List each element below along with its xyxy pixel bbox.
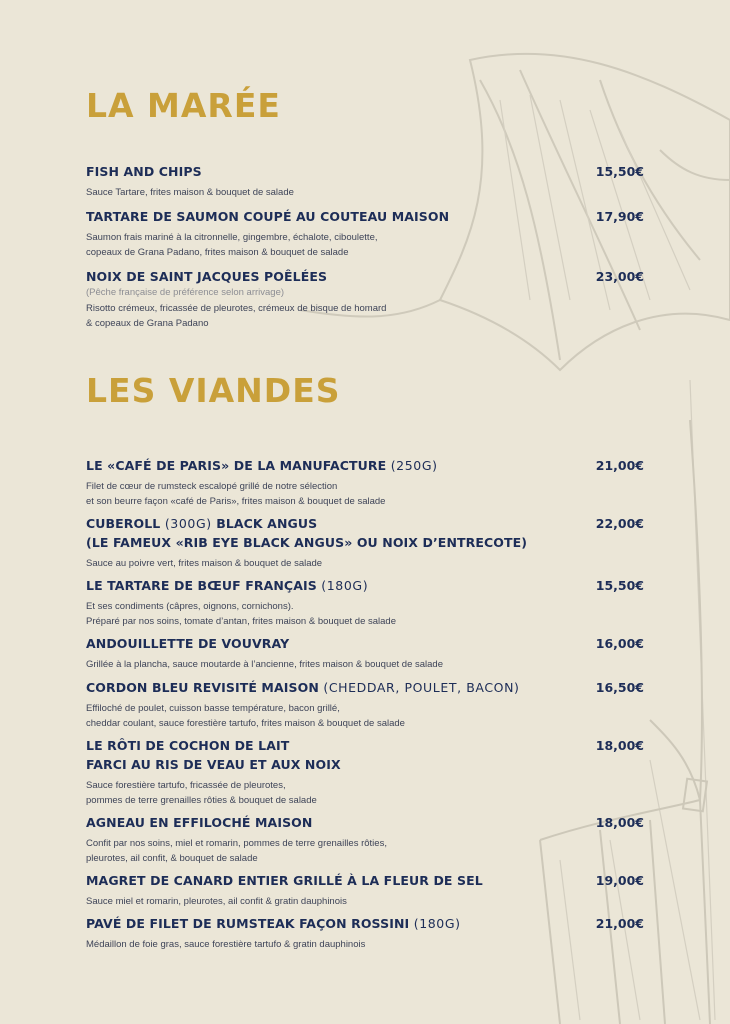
- item-price: 22,00€: [595, 516, 644, 531]
- item-description: Sauce miel et romarin, pleurotes, ail confit & gratin dauphinois: [86, 896, 347, 907]
- item-name: ANDOUILLETTE DE VOUVRAY: [86, 636, 290, 651]
- item-name: CORDON BLEU REVISITÉ MAISON (CHEDDAR, POULET, BACON): [86, 680, 520, 695]
- item-name: LE TARTARE DE BŒUF FRANÇAIS (180G): [86, 578, 369, 593]
- menu-item-fish-and-chips: [86, 162, 646, 200]
- item-description: Saumon frais mariné à la citronnelle, gingembre, échalote, ciboulette, copeaux de Grana Padano, frites maison & bouquet de salade: [86, 232, 378, 258]
- item-description: Effiloché de poulet, cuisson basse température, bacon grillé, cheddar coulant, sauce forestière tartufo, frites maison & bouquet de salade: [86, 703, 405, 729]
- item-name: CUBEROLL (300G) BLACK ANGUS: [86, 516, 318, 531]
- item-name-line2: (LE FAMEUX «RIB EYE BLACK ANGUS» OU NOIX D’ENTRECOTE): [86, 535, 528, 550]
- item-description: Risotto crémeux, fricassée de pleurotes, crémeux de bisque de homard & copeaux de Grana Padano: [86, 303, 387, 329]
- menu-item-rossini: [86, 914, 646, 952]
- section-title-maree: LA MARÉE: [86, 86, 281, 125]
- item-name-line2: FARCI AU RIS DE VEAU ET AUX NOIX: [86, 757, 341, 772]
- menu-item-magret: [86, 871, 646, 909]
- item-description: Confit par nos soins, miel et romarin, pommes de terre grenailles rôties, pleurotes, ail confit, & bouquet de salade: [86, 838, 387, 864]
- item-price: 16,00€: [595, 636, 644, 651]
- item-price: 21,00€: [595, 916, 644, 931]
- menu-item-cuberoll: [86, 514, 646, 571]
- item-name: AGNEAU EN EFFILOCHÉ MAISON: [86, 815, 313, 830]
- item-price: 16,50€: [595, 680, 644, 695]
- item-description: Filet de cœur de rumsteck escalopé grillé de notre sélection et son beurre façon «café de Paris», frites maison & bouquet de salade: [86, 481, 386, 507]
- item-name: PAVÉ DE FILET DE RUMSTEAK FAÇON ROSSINI (180G): [86, 916, 461, 931]
- item-price: 18,00€: [595, 815, 644, 830]
- item-price: 15,50€: [595, 578, 644, 593]
- menu-item-cafe-de-paris: [86, 456, 646, 509]
- item-name: MAGRET DE CANARD ENTIER GRILLÉ À LA FLEUR DE SEL: [86, 873, 483, 888]
- item-price: 21,00€: [595, 458, 644, 473]
- item-weight: (250G): [390, 458, 438, 473]
- menu-item-saint-jacques: [86, 267, 646, 331]
- item-weight: (180G): [321, 578, 369, 593]
- menu-item-roti-cochon: [86, 736, 646, 808]
- item-description: Et ses condiments (câpres, oignons, cornichons). Préparé par nos soins, tomate d’antan, frites maison & bouquet de salade: [86, 601, 396, 627]
- item-name: LE RÔTI DE COCHON DE LAIT: [86, 738, 290, 753]
- item-details: (CHEDDAR, POULET, BACON): [323, 680, 520, 695]
- item-note: (Pêche française de préférence selon arrivage): [86, 287, 285, 298]
- section-title-viandes: LES VIANDES: [86, 371, 341, 410]
- item-name: LE «CAFÉ DE PARIS» DE LA MANUFACTURE (250G): [86, 458, 438, 473]
- item-weight: (180G): [413, 916, 461, 931]
- item-price: 23,00€: [595, 269, 644, 284]
- item-name: TARTARE DE SAUMON COUPÉ AU COUTEAU MAISON: [86, 209, 450, 224]
- menu-item-cordon-bleu: [86, 678, 646, 731]
- item-description: Médaillon de foie gras, sauce forestière tartufo & gratin dauphinois: [86, 939, 366, 950]
- item-description: Sauce au poivre vert, frites maison & bouquet de salade: [86, 558, 323, 569]
- item-name: FISH AND CHIPS: [86, 164, 202, 179]
- item-price: 15,50€: [595, 164, 644, 179]
- menu-item-tartare-boeuf: [86, 576, 646, 629]
- menu-item-andouillette: [86, 634, 646, 672]
- item-price: 17,90€: [595, 209, 644, 224]
- item-price: 18,00€: [595, 738, 644, 753]
- menu-item-agneau: [86, 813, 646, 866]
- menu-item-tartare-saumon: [86, 207, 646, 260]
- item-name: NOIX DE SAINT JACQUES POÊLÉES: [86, 269, 328, 284]
- item-description: Sauce Tartare, frites maison & bouquet de salade: [86, 187, 294, 198]
- item-description: Grillée à la plancha, sauce moutarde à l’ancienne, frites maison & bouquet de salade: [86, 659, 443, 670]
- item-weight: (300G): [164, 516, 212, 531]
- item-description: Sauce forestière tartufo, fricassée de pleurotes, pommes de terre grenailles rôties & bouquet de salade: [86, 780, 317, 806]
- item-price: 19,00€: [595, 873, 644, 888]
